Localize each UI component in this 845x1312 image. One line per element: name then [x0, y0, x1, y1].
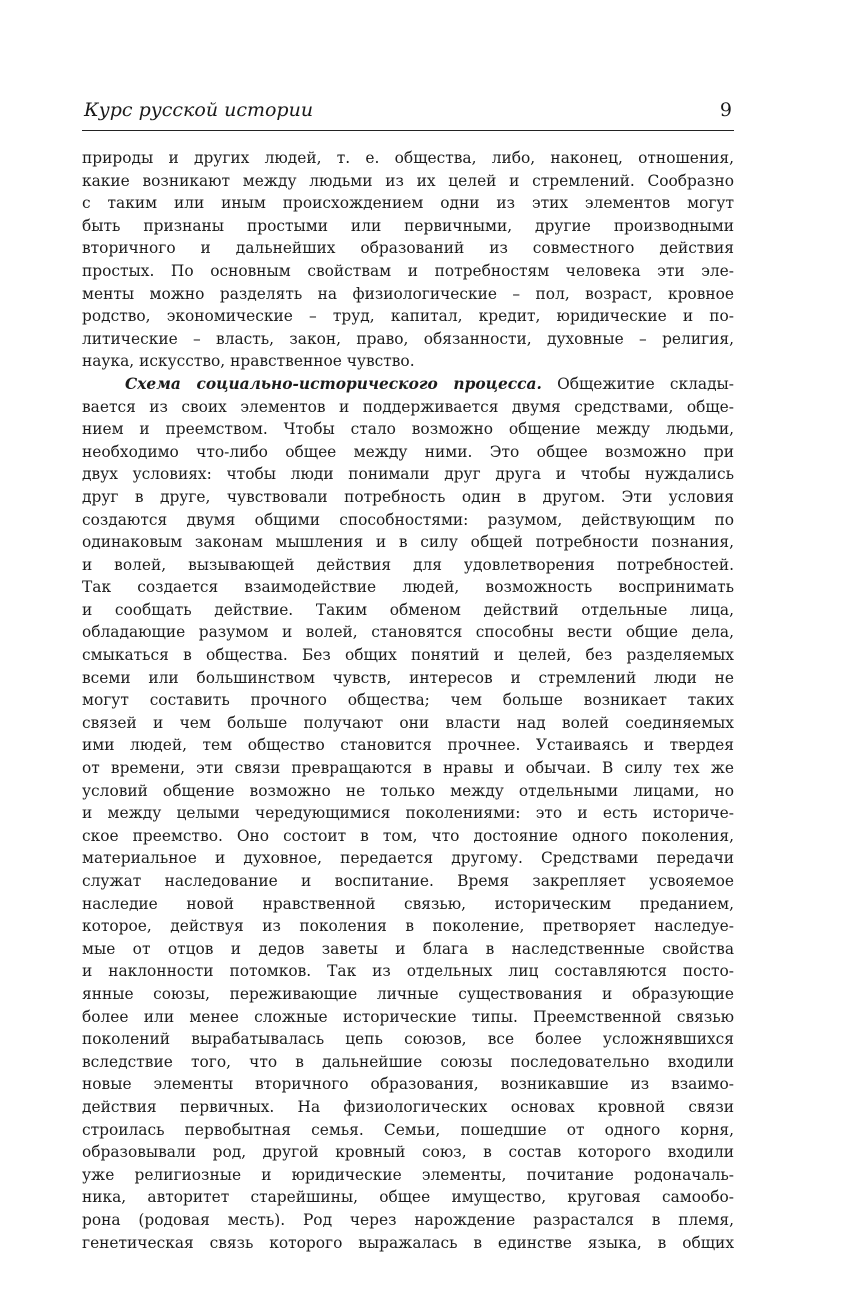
page-number: 9 [719, 99, 732, 121]
text-line: служат наследование и воспитание. Время закрепляет усвояемое [82, 872, 734, 890]
text-line: ское преемство. Оно состоит в том, что достояние одного поколения, [82, 826, 734, 845]
text-line: какие возникают между людьми из их целей и стремлений. Сообразно [82, 171, 734, 190]
text-line: создаются двумя общими способностями: разумом, действующим по [82, 510, 734, 529]
text-line: одинаковым законам мышления и в силу общей потребности познания, [82, 533, 734, 552]
text-line: Так создается взаимодействие людей, возможность воспринимать [82, 578, 734, 597]
text-line: уже религиозные и юридические элементы, почитание родоначаль- [82, 1165, 734, 1184]
text-line: могут составить прочного общества; чем больше возникает таких [82, 691, 734, 710]
text-line: ника, авторитет старейшины, общее имущество, круговая самообо- [82, 1188, 734, 1207]
text-line: ими людей, тем общество становится прочнее. Устаиваясь и твердея [82, 736, 734, 755]
section-heading: Схема социально-исторического процесса. [125, 374, 542, 393]
text-line: строилась первобытная семья. Семьи, пошедшие от одного корня, [82, 1120, 734, 1139]
text-line: вается из своих элементов и поддерживается двумя средствами, обще- [82, 397, 734, 416]
text-line: и наклонности потомков. Так из отдельных лиц составляются посто- [82, 962, 734, 981]
text-line: наследие новой нравственной связью, историческим преданием, [82, 894, 734, 913]
text-line: от времени, эти связи превращаются в нравы и обычаи. В силу тех же [82, 759, 734, 778]
page-header [82, 96, 734, 128]
text-line: и волей, вызывающей действия для удовлетворения потребностей. [82, 555, 734, 574]
running-title: Курс русской истории [84, 99, 314, 121]
text-line: двух условиях: чтобы люди понимали друг друга и чтобы нуждались [82, 465, 734, 484]
text-line: действия первичных. На физиологических основах кровной связи [82, 1097, 734, 1116]
text-line: литические – власть, закон, право, обязанности, духовные – религия, [82, 329, 734, 348]
text-line: необходимо что-либо общее между ними. Это общее возможно при [82, 442, 734, 461]
text-line: рона (родовая месть). Род через нарождение разрастался в племя, [82, 1210, 734, 1229]
text-line: менты можно разделять на физиологические – пол, возраст, кровное [82, 284, 734, 303]
text-fragment: Общежитие склады- [557, 374, 734, 393]
header-rule [82, 130, 734, 131]
text-line: которое, действуя из поколения в поколение, претворяет наследуе- [82, 917, 734, 936]
text-line: и между целыми чередующимися поколениями: это и есть историче- [82, 804, 734, 823]
text-line: материальное и духовное, передается другому. Средствами передачи [82, 849, 734, 868]
paragraph-2-lines [82, 396, 734, 1255]
text-line: янные союзы, переживающие личные существования и образующие [82, 984, 734, 1003]
text-line [82, 373, 734, 396]
text-line: генетическая связь которого выражалась в единстве языка, в общих [82, 1233, 734, 1252]
text-line: быть признаны простыми или первичными, другие производными [82, 216, 734, 235]
text-line: смыкаться в общества. Без общих понятий и целей, без разделяемых [82, 646, 734, 665]
text-line: нием и преемством. Чтобы стало возможно общение между людьми, [82, 420, 734, 439]
text-line: поколений вырабатывалась цепь союзов, все более усложнявшихся [82, 1030, 734, 1049]
text-line: новые элементы вторичного образования, возникавшие из взаимо- [82, 1075, 734, 1094]
text-line: с таким или иным происхождением одни из этих элементов могут [82, 194, 734, 213]
text-line: наука, искусство, нравственное чувство. [82, 352, 415, 371]
text-line: родство, экономические – труд, капитал, кредит, юридические и по- [82, 307, 734, 326]
text-line: условий общение возможно не только между отдельными лицами, но [82, 781, 734, 800]
text-line: образовывали род, другой кровный союз, в состав которого входили [82, 1143, 734, 1162]
body-text [82, 147, 734, 1254]
text-line: обладающие разумом и волей, становятся способны вести общие дела, [82, 623, 734, 642]
text-line: и сообщать действие. Таким обменом действий отдельные лица, [82, 600, 734, 619]
text-line: вследствие того, что в дальнейшие союзы последовательно входили [82, 1052, 734, 1071]
text-line: друг в друге, чувствовали потребность один в другом. Эти условия [82, 487, 734, 506]
text-line: вторичного и дальнейших образований из совместного действия [82, 239, 734, 258]
text-line: всеми или большинством чувств, интересов и стремлений люди не [82, 668, 734, 687]
text-line: связей и чем больше получают они власти над волей соединяемых [82, 713, 734, 732]
text-line: природы и других людей, т. е. общества, либо, наконец, отношения, [82, 149, 734, 167]
text-line: мые от отцов и дедов заветы и блага в наследственные свойства [82, 939, 734, 958]
paragraph-1 [82, 147, 734, 373]
paragraph-2 [82, 373, 734, 1254]
text-line: простых. По основным свойствам и потребностям человека эти эле- [82, 261, 734, 280]
text-line: более или менее сложные исторические типы. Преемственной связью [82, 1007, 734, 1026]
